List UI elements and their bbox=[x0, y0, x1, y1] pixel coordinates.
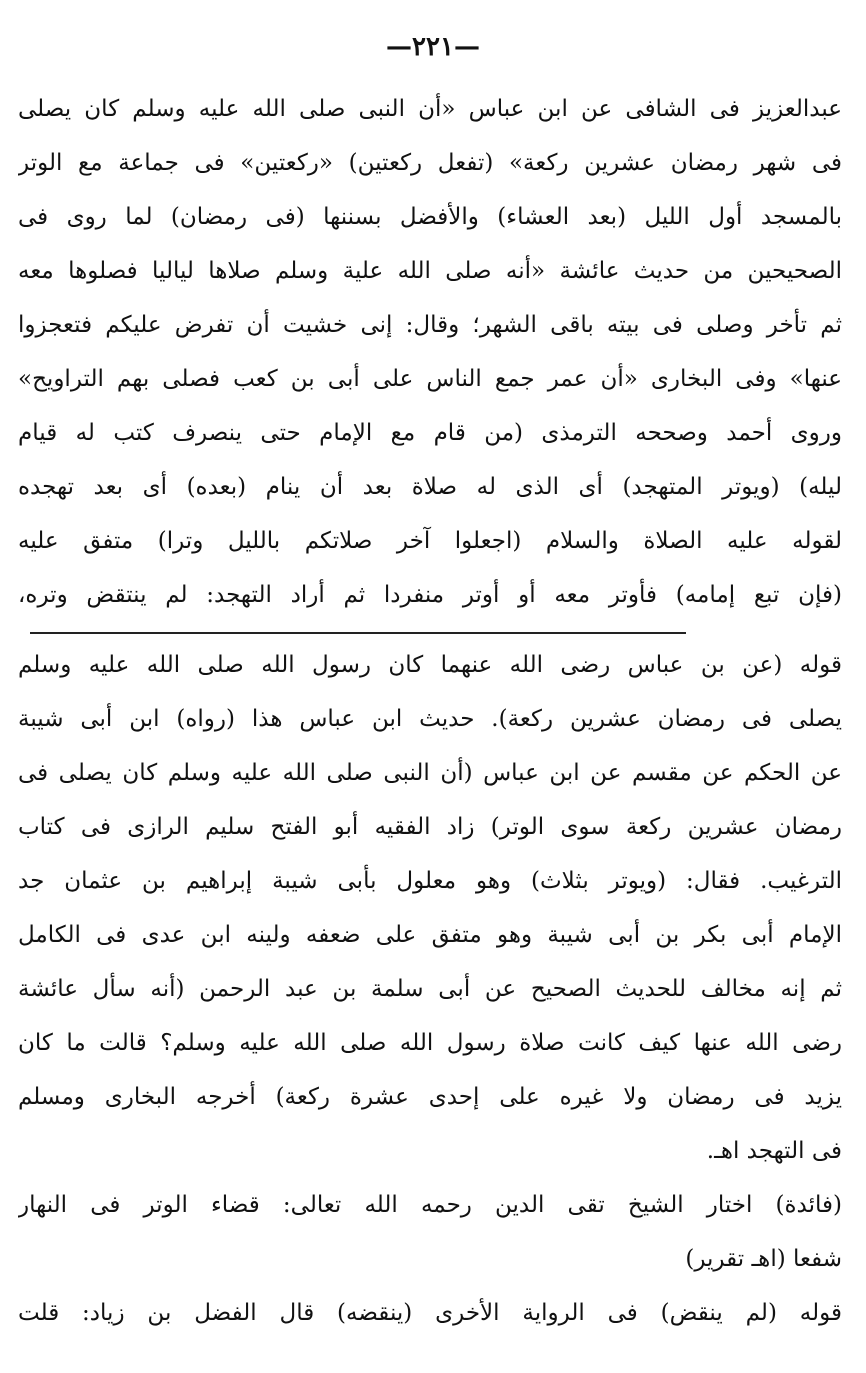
main-text-line: عبدالعزيز فى الشافى عن ابن عباس «أن النبى صلى الله عليه وسلم كان يصلى bbox=[18, 96, 842, 122]
commentary-line: قوله (لم ينقض) فى الرواية الأخرى (ينقضه) قال الفضل بن زياد: قلت bbox=[18, 1300, 842, 1326]
main-text-line: (فإن تبع إمامه) فأوتر معه أو أوتر منفردا ثم أراد التهجد: لم ينتقض وتره، bbox=[18, 582, 842, 608]
section-divider bbox=[30, 632, 686, 634]
commentary-line: يزيد فى رمضان ولا غيره على إحدى عشرة ركعة) أخرجه البخارى ومسلم bbox=[18, 1084, 842, 1110]
main-text-line: بالمسجد أول الليل (بعد العشاء) والأفضل بسننها (فى رمضان) لما روى فى bbox=[18, 204, 842, 230]
commentary-line: فى التهجد اهـ. bbox=[706, 1138, 842, 1164]
commentary-line: رضى الله عنها كيف كانت صلاة رسول الله صلى الله عليه وسلم؟ قالت ما كان bbox=[18, 1030, 842, 1056]
main-text-line: ثم تأخر وصلى فى بيته باقى الشهر؛ وقال: إنى خشيت أن تفرض عليكم فتعجزوا bbox=[18, 312, 842, 338]
main-text-line: فى شهر رمضان عشرين ركعة» (تفعل ركعتين) «ركعتين» فى جماعة مع الوتر bbox=[18, 150, 842, 176]
main-text-line: الصحيحين من حديث عائشة «أنه صلى الله علية وسلم صلاها لياليا فصلوها معه bbox=[18, 258, 842, 284]
page-number: —٢٢١— bbox=[386, 32, 480, 62]
commentary-line: ثم إنه مخالف للحديث الصحيح عن أبى سلمة بن عبد الرحمن (أنه سأل عائشة bbox=[18, 976, 842, 1002]
commentary-line: يصلى فى رمضان عشرين ركعة). حديث ابن عباس هذا (رواه) ابن أبى شيبة bbox=[18, 706, 842, 732]
main-text bbox=[18, 82, 842, 622]
main-text-line: لقوله عليه الصلاة والسلام (اجعلوا آخر صلاتكم بالليل وترا) متفق عليه bbox=[18, 528, 842, 554]
commentary-line: الإمام أبى بكر بن أبى شيبة وهو متفق على ضعفه ولينه ابن عدى فى الكامل bbox=[18, 922, 842, 948]
benefit-note-line: (فائدة) اختار الشيخ تقى الدين رحمه الله تعالى: قضاء الوتر فى النهار bbox=[18, 1192, 842, 1218]
benefit-note-line: شفعا (اهـ تقرير) bbox=[685, 1246, 842, 1272]
main-text-line: وروى أحمد وصححه الترمذى (من قام مع الإمام حتى ينصرف كتب له قيام bbox=[18, 420, 842, 446]
commentary-text bbox=[18, 638, 842, 1340]
commentary-line: الترغيب. فقال: (ويوتر بثلاث) وهو معلول بأبى شيبة إبراهيم بن عثمان جد bbox=[18, 868, 842, 894]
commentary-line: عن الحكم عن مقسم عن ابن عباس (أن النبى صلى الله عليه وسلم كان يصلى فى bbox=[18, 760, 842, 786]
main-text-line: ليله) (ويوتر المتهجد) أى الذى له صلاة بعد أن ينام (بعده) أى بعد تهجده bbox=[18, 474, 842, 500]
main-text-line: عنها» وفى البخارى «أن عمر جمع الناس على أبى بن كعب فصلى بهم التراويح» bbox=[18, 366, 842, 392]
commentary-line: رمضان عشرين ركعة سوى الوتر) زاد الفقيه أبو الفتح سليم الرازى فى كتاب bbox=[18, 814, 842, 840]
commentary-line: قوله (عن بن عباس رضى الله عنهما كان رسول الله صلى الله عليه وسلم bbox=[18, 652, 842, 678]
